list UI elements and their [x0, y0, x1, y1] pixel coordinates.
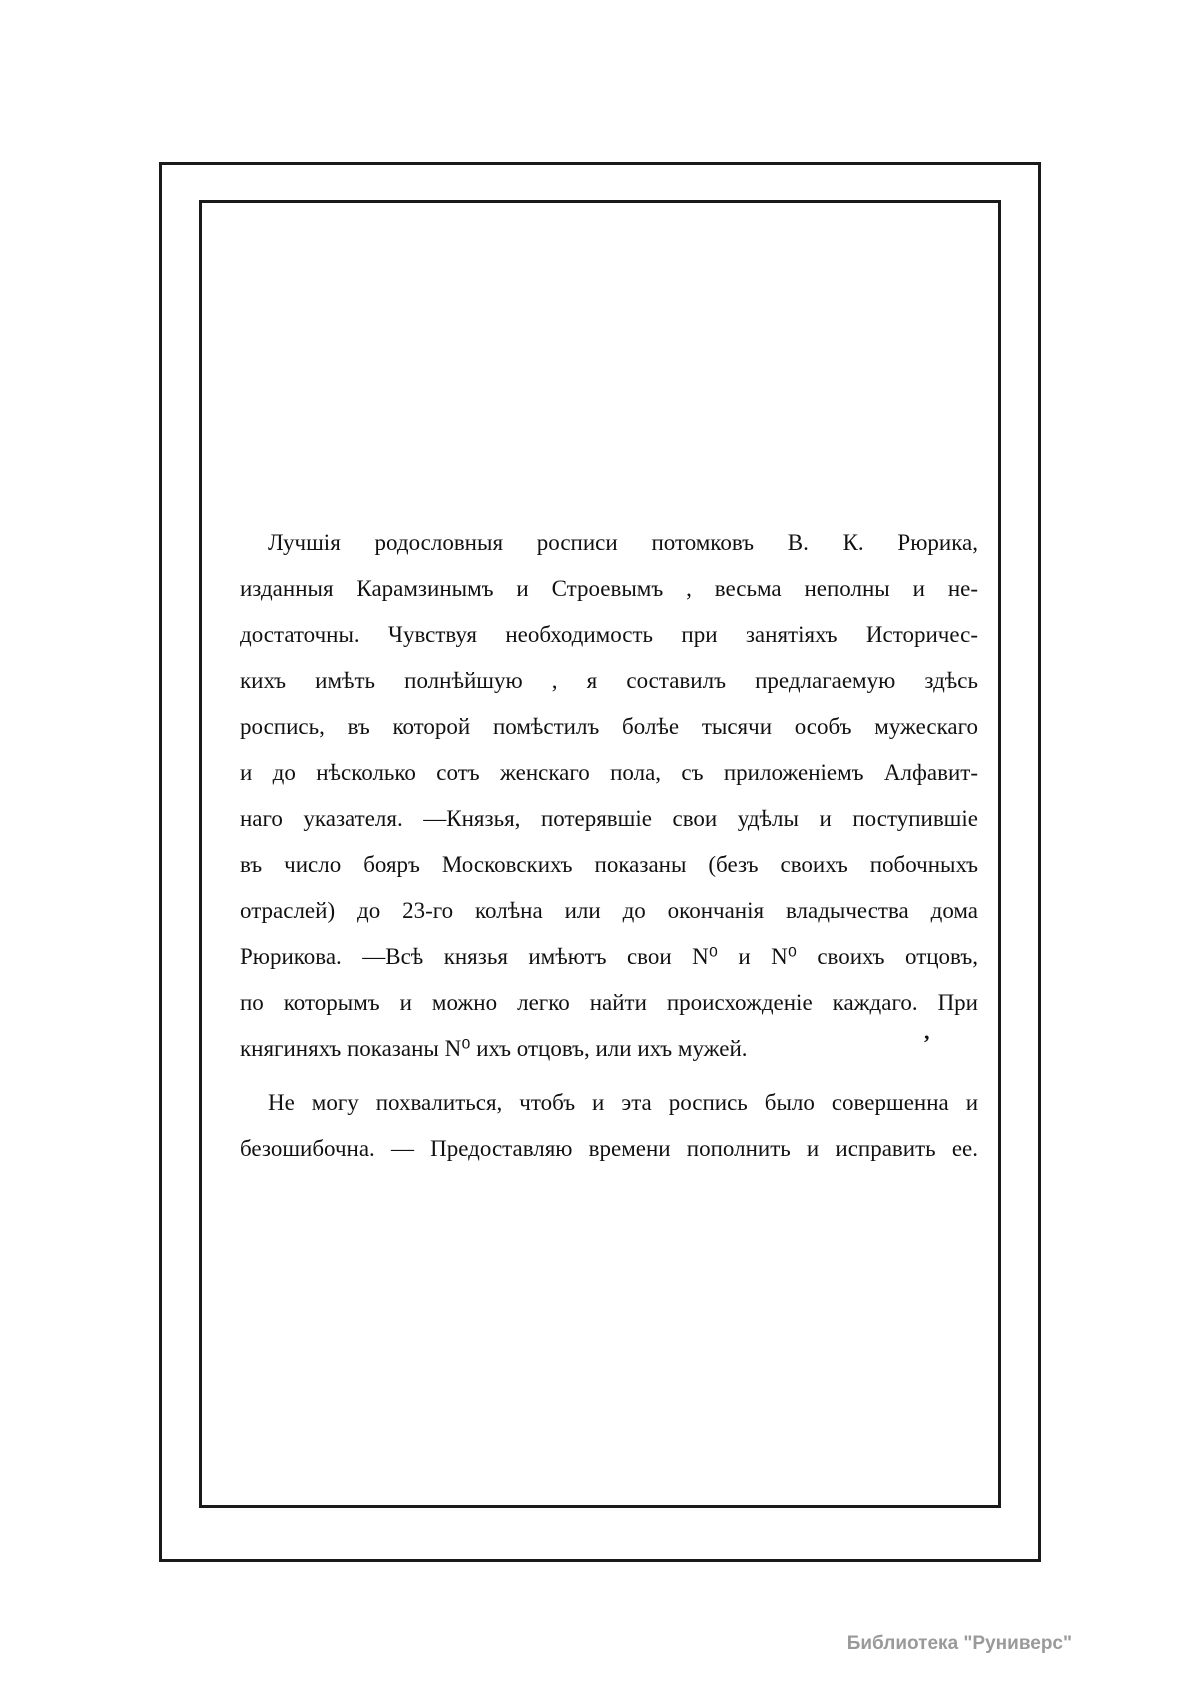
- paragraph-2-line-2: безошибочна. — Предоставляю времени пополнить и исправить ее.: [240, 1136, 978, 1161]
- paragraph-gap: [240, 1072, 978, 1080]
- paragraph-1-line-6: и до нѣсколько сотъ женскаго пола, съ приложеніемъ Алфавит-: [240, 760, 978, 785]
- paragraph-1-line-9: отраслей) до 23-го колѣна или до окончанія владычества дома: [240, 898, 978, 923]
- paragraph-2-line-1: Не могу похвалиться, чтобъ и эта роспись было совершенна и: [268, 1090, 978, 1115]
- paragraph-1-line-12: княгиняхъ показаны N⁰ ихъ отцовъ, или ихъ мужей.: [240, 1036, 748, 1061]
- paragraph-1-line-3: достаточны. Чувствуя необходимость при занятіяхъ Историчес-: [240, 622, 978, 647]
- stray-comma-mark: ,: [924, 1019, 930, 1044]
- paragraph-1-line-2: изданныя Карамзинымъ и Строевымъ , весьма неполны и не-: [240, 576, 978, 601]
- library-watermark: Библиотека "Руниверс": [846, 1633, 1072, 1654]
- paragraph-1-line-11: по которымъ и можно легко найти происхожденіе каждаго. При: [240, 990, 978, 1015]
- paragraph-1-line-8: въ число бояръ Московскихъ показаны (безъ своихъ побочныхъ: [240, 852, 978, 877]
- page-text-block: [240, 520, 978, 1172]
- paragraph-1-line-5: роспись, въ которой помѣстилъ болѣе тысячи особъ мужескаго: [240, 714, 978, 739]
- paragraph-1-line-10: Рюрикова. —Всѣ князья имѣютъ свои N⁰ и N⁰ своихъ отцовъ,: [240, 944, 978, 969]
- paragraph-1-line-7: наго указателя. —Князья, потерявшіе свои удѣлы и поступившіе: [240, 806, 978, 831]
- paragraph-1-line-4: кихъ имѣть полнѣйшую , я составилъ предлагаемую здѣсь: [240, 668, 978, 693]
- paragraph-1-line-1: Лучшія родословныя росписи потомковъ В. К. Рюрика,: [268, 530, 978, 555]
